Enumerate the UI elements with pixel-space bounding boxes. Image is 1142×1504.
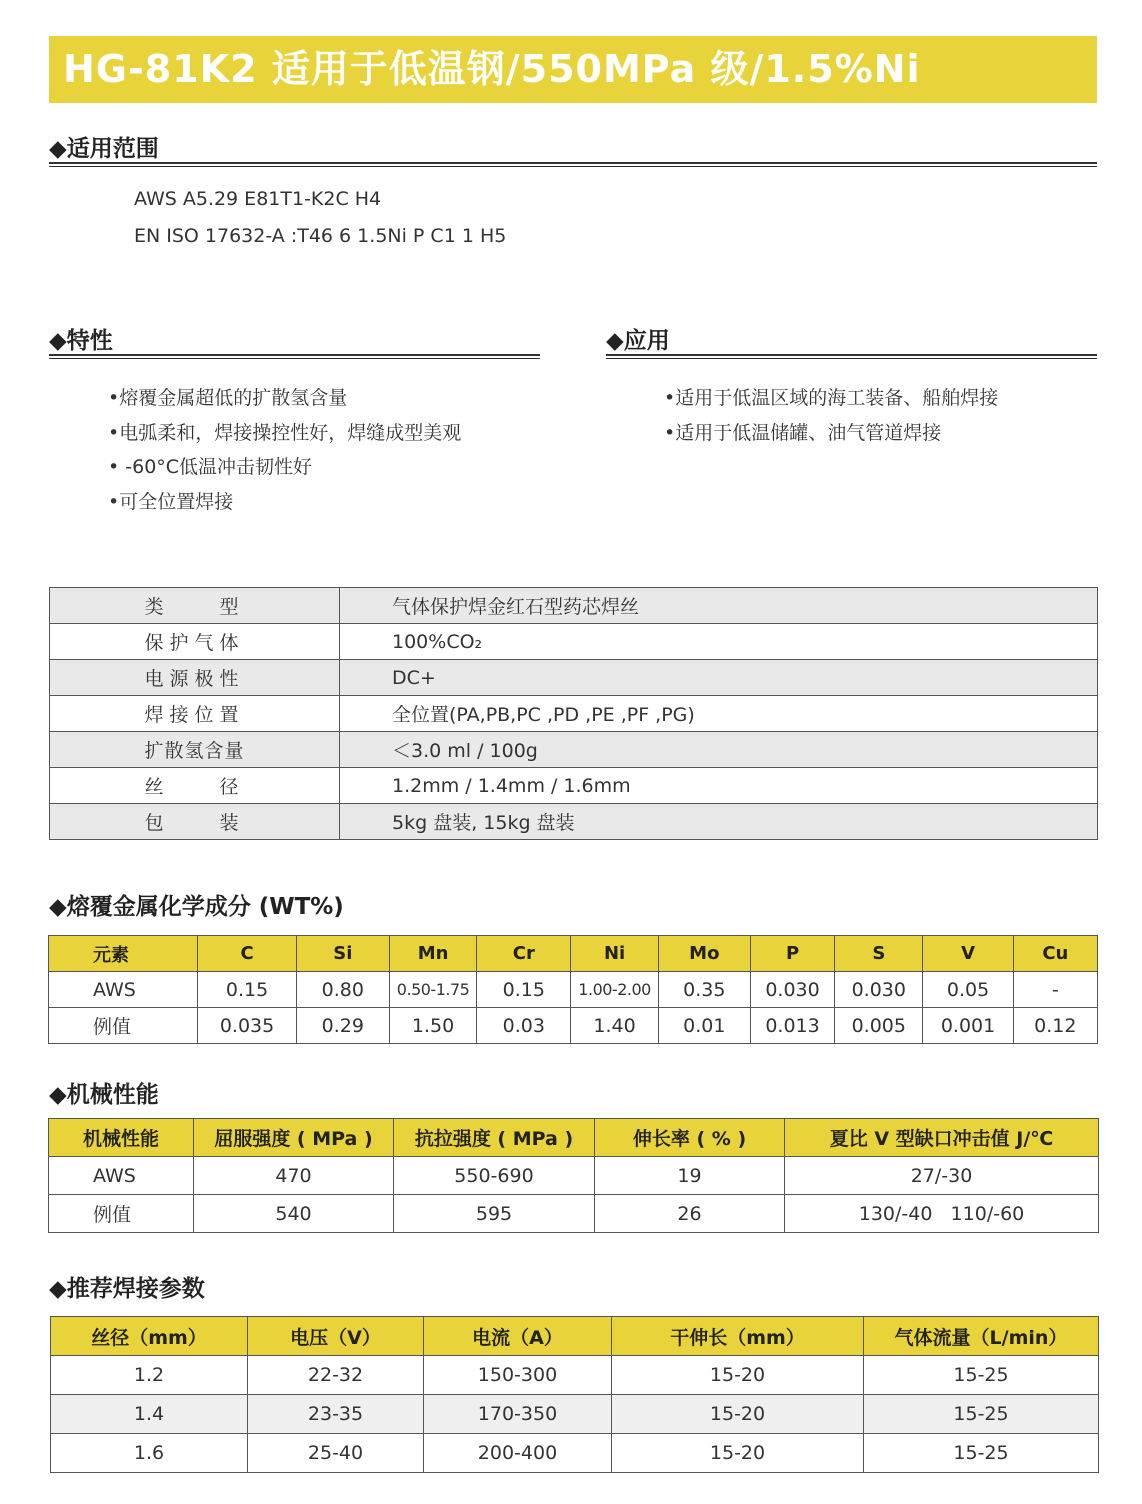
table-cell: 0.05 (923, 972, 1013, 1008)
property-value: 1.2mm / 1.4mm / 1.6mm (340, 768, 1098, 804)
table-cell: 22-32 (248, 1356, 424, 1395)
table-cell: 0.035 (198, 1008, 296, 1044)
table-cell: 1.4 (51, 1395, 248, 1434)
table-cell: 0.030 (835, 972, 923, 1008)
column-header: P (750, 936, 834, 972)
welding-heading: ◆推荐焊接参数 (49, 1276, 205, 1302)
table-cell: 15-25 (864, 1356, 1099, 1395)
column-header: 电压（V） (248, 1317, 424, 1356)
column-header: Mn (389, 936, 476, 972)
table-cell: - (1013, 972, 1097, 1008)
row-label: AWS (49, 1157, 194, 1195)
table-cell: 15-20 (612, 1356, 864, 1395)
column-header: Mo (658, 936, 750, 972)
table-cell: 23-35 (248, 1395, 424, 1434)
welding-table (50, 1316, 1099, 1473)
properties-table (49, 587, 1098, 840)
column-header: 屈服强度 ( MPa ) (194, 1119, 394, 1157)
scope-divider (49, 162, 1097, 164)
column-header: 丝径（mm） (51, 1317, 248, 1356)
property-value: ＜3.0 ml / 100g (340, 732, 1098, 768)
property-key: 保护气体 (50, 624, 340, 660)
column-header: C (198, 936, 296, 972)
feature-item: •可全位置焊接 (108, 491, 234, 513)
table-cell: 0.80 (296, 972, 389, 1008)
table-cell: 0.12 (1013, 1008, 1097, 1044)
table-row (51, 1434, 1099, 1473)
column-header: Si (296, 936, 389, 972)
table-row (50, 624, 1098, 660)
property-key: 丝 径 (50, 768, 340, 804)
table-cell: 150-300 (424, 1356, 612, 1395)
scope-heading: ◆适用范围 (49, 136, 159, 162)
property-key: 扩散氢含量 (50, 732, 340, 768)
property-key: 类 型 (50, 588, 340, 624)
table-cell: 1.50 (389, 1008, 476, 1044)
table-cell: 26 (595, 1195, 785, 1233)
table-cell: 0.50-1.75 (389, 972, 476, 1008)
table-row (51, 1356, 1099, 1395)
table-row (50, 660, 1098, 696)
feature-item: •电弧柔和，焊接操控性好，焊缝成型美观 (108, 422, 462, 444)
table-row (49, 1008, 1098, 1044)
table-cell: 15-20 (612, 1395, 864, 1434)
row-label: 例值 (49, 1008, 198, 1044)
column-header: V (923, 936, 1013, 972)
table-cell: 27/-30 (785, 1157, 1099, 1195)
table-header-row (51, 1317, 1099, 1356)
table-header-row (49, 1119, 1099, 1157)
table-row (49, 1157, 1099, 1195)
property-key: 电源极性 (50, 660, 340, 696)
table-cell: 0.005 (835, 1008, 923, 1044)
property-value: DC+ (340, 660, 1098, 696)
table-cell: 15-25 (864, 1395, 1099, 1434)
table-row (50, 768, 1098, 804)
table-row (51, 1395, 1099, 1434)
column-header: 抗拉强度 ( MPa ) (394, 1119, 595, 1157)
table-row (50, 732, 1098, 768)
column-header: Ni (571, 936, 658, 972)
feature-item: • -60°C低温冲击韧性好 (108, 456, 313, 478)
column-header: Cr (477, 936, 571, 972)
row-label: 例值 (49, 1195, 194, 1233)
property-value: 100%CO₂ (340, 624, 1098, 660)
table-cell: 1.6 (51, 1434, 248, 1473)
page-title: HG-81K2 适用于低温钢/550MPa 级/1.5%Ni (49, 36, 1097, 103)
table-row (49, 1195, 1099, 1233)
table-cell: 0.030 (750, 972, 834, 1008)
application-divider (606, 354, 1097, 356)
table-cell: 25-40 (248, 1434, 424, 1473)
application-item: •适用于低温区域的海工装备、船舶焊接 (664, 387, 999, 409)
column-header: 干伸长（mm） (612, 1317, 864, 1356)
property-value: 气体保护焊金红石型药芯焊丝 (340, 588, 1098, 624)
column-header: S (835, 936, 923, 972)
table-row (50, 588, 1098, 624)
table-cell: 0.15 (477, 972, 571, 1008)
table-cell: 1.40 (571, 1008, 658, 1044)
table-cell: 0.29 (296, 1008, 389, 1044)
column-header: 电流（A） (424, 1317, 612, 1356)
application-item: •适用于低温储罐、油气管道焊接 (664, 422, 942, 444)
table-cell: 1.00-2.00 (571, 972, 658, 1008)
property-key: 包 装 (50, 804, 340, 840)
table-cell: 540 (194, 1195, 394, 1233)
property-key: 焊接位置 (50, 696, 340, 732)
features-heading: ◆特性 (49, 328, 113, 354)
table-cell: 0.013 (750, 1008, 834, 1044)
table-row (50, 696, 1098, 732)
features-divider (49, 354, 540, 356)
chemistry-heading: ◆熔覆金属化学成分 (WT%) (49, 894, 344, 920)
property-value: 全位置(PA,PB,PC ,PD ,PE ,PF ,PG) (340, 696, 1098, 732)
mechanical-table (48, 1118, 1099, 1233)
table-cell: 0.35 (658, 972, 750, 1008)
property-value: 5kg 盘装, 15kg 盘装 (340, 804, 1098, 840)
chemistry-table (48, 935, 1098, 1044)
table-cell: 200-400 (424, 1434, 612, 1473)
table-row (49, 972, 1098, 1008)
table-cell: 130/-40 110/-60 (785, 1195, 1099, 1233)
mechanical-heading: ◆机械性能 (49, 1082, 159, 1108)
feature-item: •熔覆金属超低的扩散氢含量 (108, 387, 348, 409)
table-cell: 1.2 (51, 1356, 248, 1395)
column-header: 机械性能 (49, 1119, 194, 1157)
table-header-row (49, 936, 1098, 972)
column-header: 气体流量（L/min） (864, 1317, 1099, 1356)
table-cell: 0.15 (198, 972, 296, 1008)
application-heading: ◆应用 (606, 328, 670, 354)
table-cell: 595 (394, 1195, 595, 1233)
table-cell: 470 (194, 1157, 394, 1195)
table-cell: 19 (595, 1157, 785, 1195)
table-cell: 170-350 (424, 1395, 612, 1434)
table-cell: 15-25 (864, 1434, 1099, 1473)
table-row (50, 804, 1098, 840)
table-cell: 15-20 (612, 1434, 864, 1473)
standard-aws: AWS A5.29 E81T1-K2C H4 (134, 188, 382, 210)
column-header: 伸长率 ( % ) (595, 1119, 785, 1157)
standard-en-iso: EN ISO 17632-A :T46 6 1.5Ni P C1 1 H5 (134, 225, 507, 247)
column-header: 元素 (49, 936, 198, 972)
row-label: AWS (49, 972, 198, 1008)
table-cell: 0.001 (923, 1008, 1013, 1044)
column-header: Cu (1013, 936, 1097, 972)
table-cell: 0.03 (477, 1008, 571, 1044)
table-cell: 0.01 (658, 1008, 750, 1044)
column-header: 夏比 V 型缺口冲击值 J/℃ (785, 1119, 1099, 1157)
table-cell: 550-690 (394, 1157, 595, 1195)
